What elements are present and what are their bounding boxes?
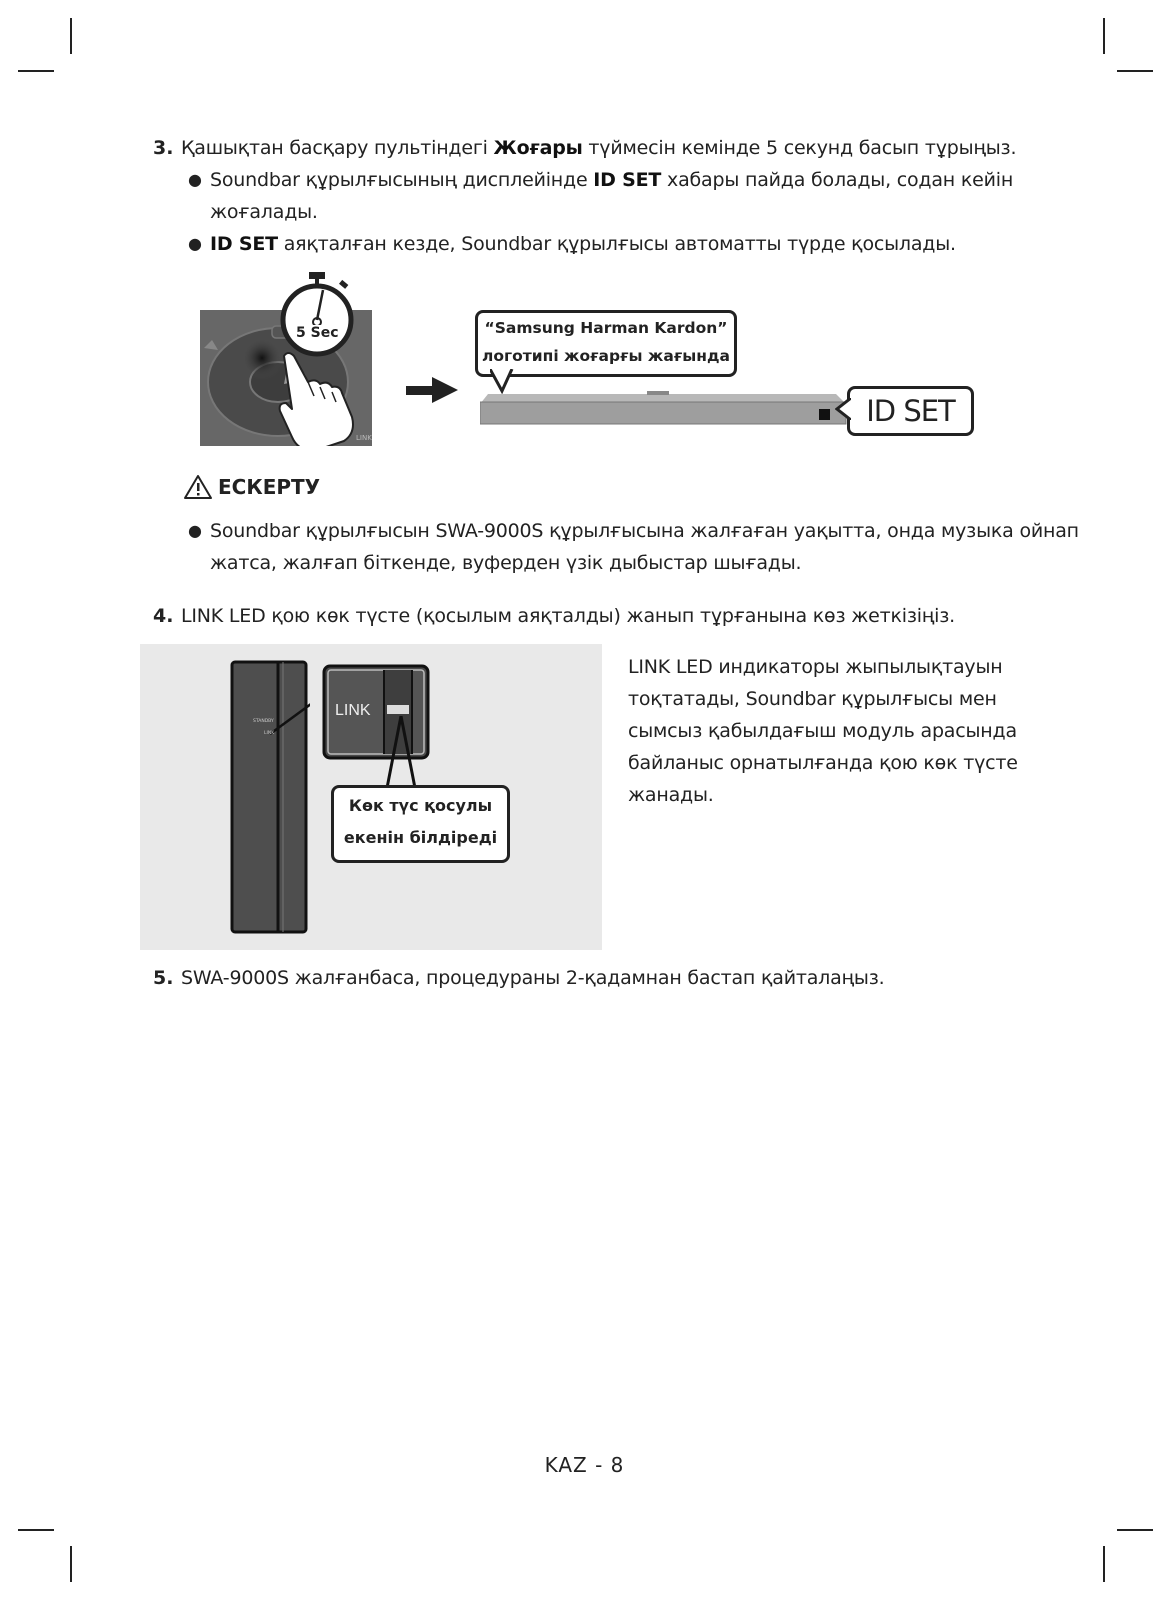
description-line: жанады. — [628, 784, 714, 806]
wireless-module-illustration — [230, 660, 310, 934]
callout-leader — [385, 716, 425, 790]
arrow-right-icon — [406, 377, 458, 403]
bullet1-text-after: хабары пайда болады, содан кейін — [661, 169, 1014, 191]
caution-line2: жатса, жалғап біткенде, вуферден үзік дыбыстар шығады. — [210, 552, 802, 574]
id-set-display: ID SET — [847, 386, 974, 436]
step4-text: LINK LED қою көк түсте (қосылым аяқталды) жанып тұрғанына көз жеткізіңіз. — [181, 605, 955, 627]
crop-mark — [1117, 70, 1153, 72]
step3-bullet1-line2: жоғалады. — [210, 201, 318, 223]
step3-text-before: Қашықтан басқару пультіндегі — [181, 137, 494, 159]
step3-bold-button-name: Жоғары — [493, 137, 583, 159]
logo-callout-line1: “Samsung Harman Kardon” — [484, 319, 728, 337]
crop-mark — [18, 1529, 54, 1531]
step3-bullet1 — [210, 164, 1013, 196]
warning-icon — [183, 474, 213, 500]
bullet-dot: ● — [188, 234, 202, 253]
bullet-dot: ● — [188, 521, 202, 540]
step5-text: SWA-9000S жалғанбаса, процедураны 2-қадамнан бастап қайталаңыз. — [181, 967, 885, 989]
step5-number: 5. — [153, 967, 174, 989]
panel-label-link: LINK — [264, 731, 275, 736]
bullet1-bold: ID SET — [593, 169, 662, 191]
step3-bullet2 — [210, 228, 956, 260]
display-pointer — [835, 398, 851, 420]
bullet1-text-before: Soundbar құрылғысының дисплейінде — [210, 169, 594, 191]
stopwatch-icon — [277, 270, 357, 360]
bullet2-text-after: аяқталған кезде, Soundbar құрылғысы автоматты түрде қосылады. — [277, 233, 956, 255]
panel-label-standby: STANDBY — [253, 719, 274, 724]
description-line: сымсыз қабылдағыш модуль арасында — [628, 720, 1017, 742]
blue-callout-line2: екенін білдіреді — [343, 828, 498, 847]
crop-mark — [18, 70, 54, 72]
description-line: байланыс орнатылғанда қою көк түсте — [628, 752, 1018, 774]
soundbar-illustration — [480, 388, 850, 428]
step4-number: 4. — [153, 605, 174, 627]
logo-callout-line2: логотипі жоғарғы жағында — [482, 347, 730, 365]
bullet-dot: ● — [188, 170, 202, 189]
bullet2-bold: ID SET — [210, 233, 278, 255]
page-number: KAZ - 8 — [544, 1453, 625, 1477]
step3-text — [181, 132, 1016, 164]
crop-mark — [70, 18, 72, 54]
caution-line1: Soundbar құрылғысын SWA-9000S құрылғысына жалғаған уақытта, онда музыка ойнап — [210, 520, 1079, 542]
crop-mark — [1103, 18, 1105, 54]
stopwatch-label: 5 Sec — [296, 325, 339, 341]
blue-color-callout — [331, 785, 510, 863]
step3-text-after: түймесін кемінде 5 секунд басып тұрыңыз. — [582, 137, 1017, 159]
crop-mark — [70, 1546, 72, 1582]
crop-mark — [1117, 1529, 1153, 1531]
logo-position-callout — [475, 310, 737, 377]
step3-number: 3. — [153, 137, 174, 159]
zoom-link-label: LINK — [335, 702, 371, 719]
svg-text:LINK: LINK — [356, 434, 372, 442]
description-line: LINK LED индикаторы жыпылықтауын — [628, 656, 1003, 678]
figure2-description — [628, 651, 1018, 811]
caution-title: ЕСКЕРТУ — [218, 475, 321, 499]
crop-mark — [1103, 1546, 1105, 1582]
blue-callout-line1: Көк түс қосулы — [348, 796, 493, 815]
description-line: тоқтатады, Soundbar құрылғысы мен — [628, 688, 997, 710]
